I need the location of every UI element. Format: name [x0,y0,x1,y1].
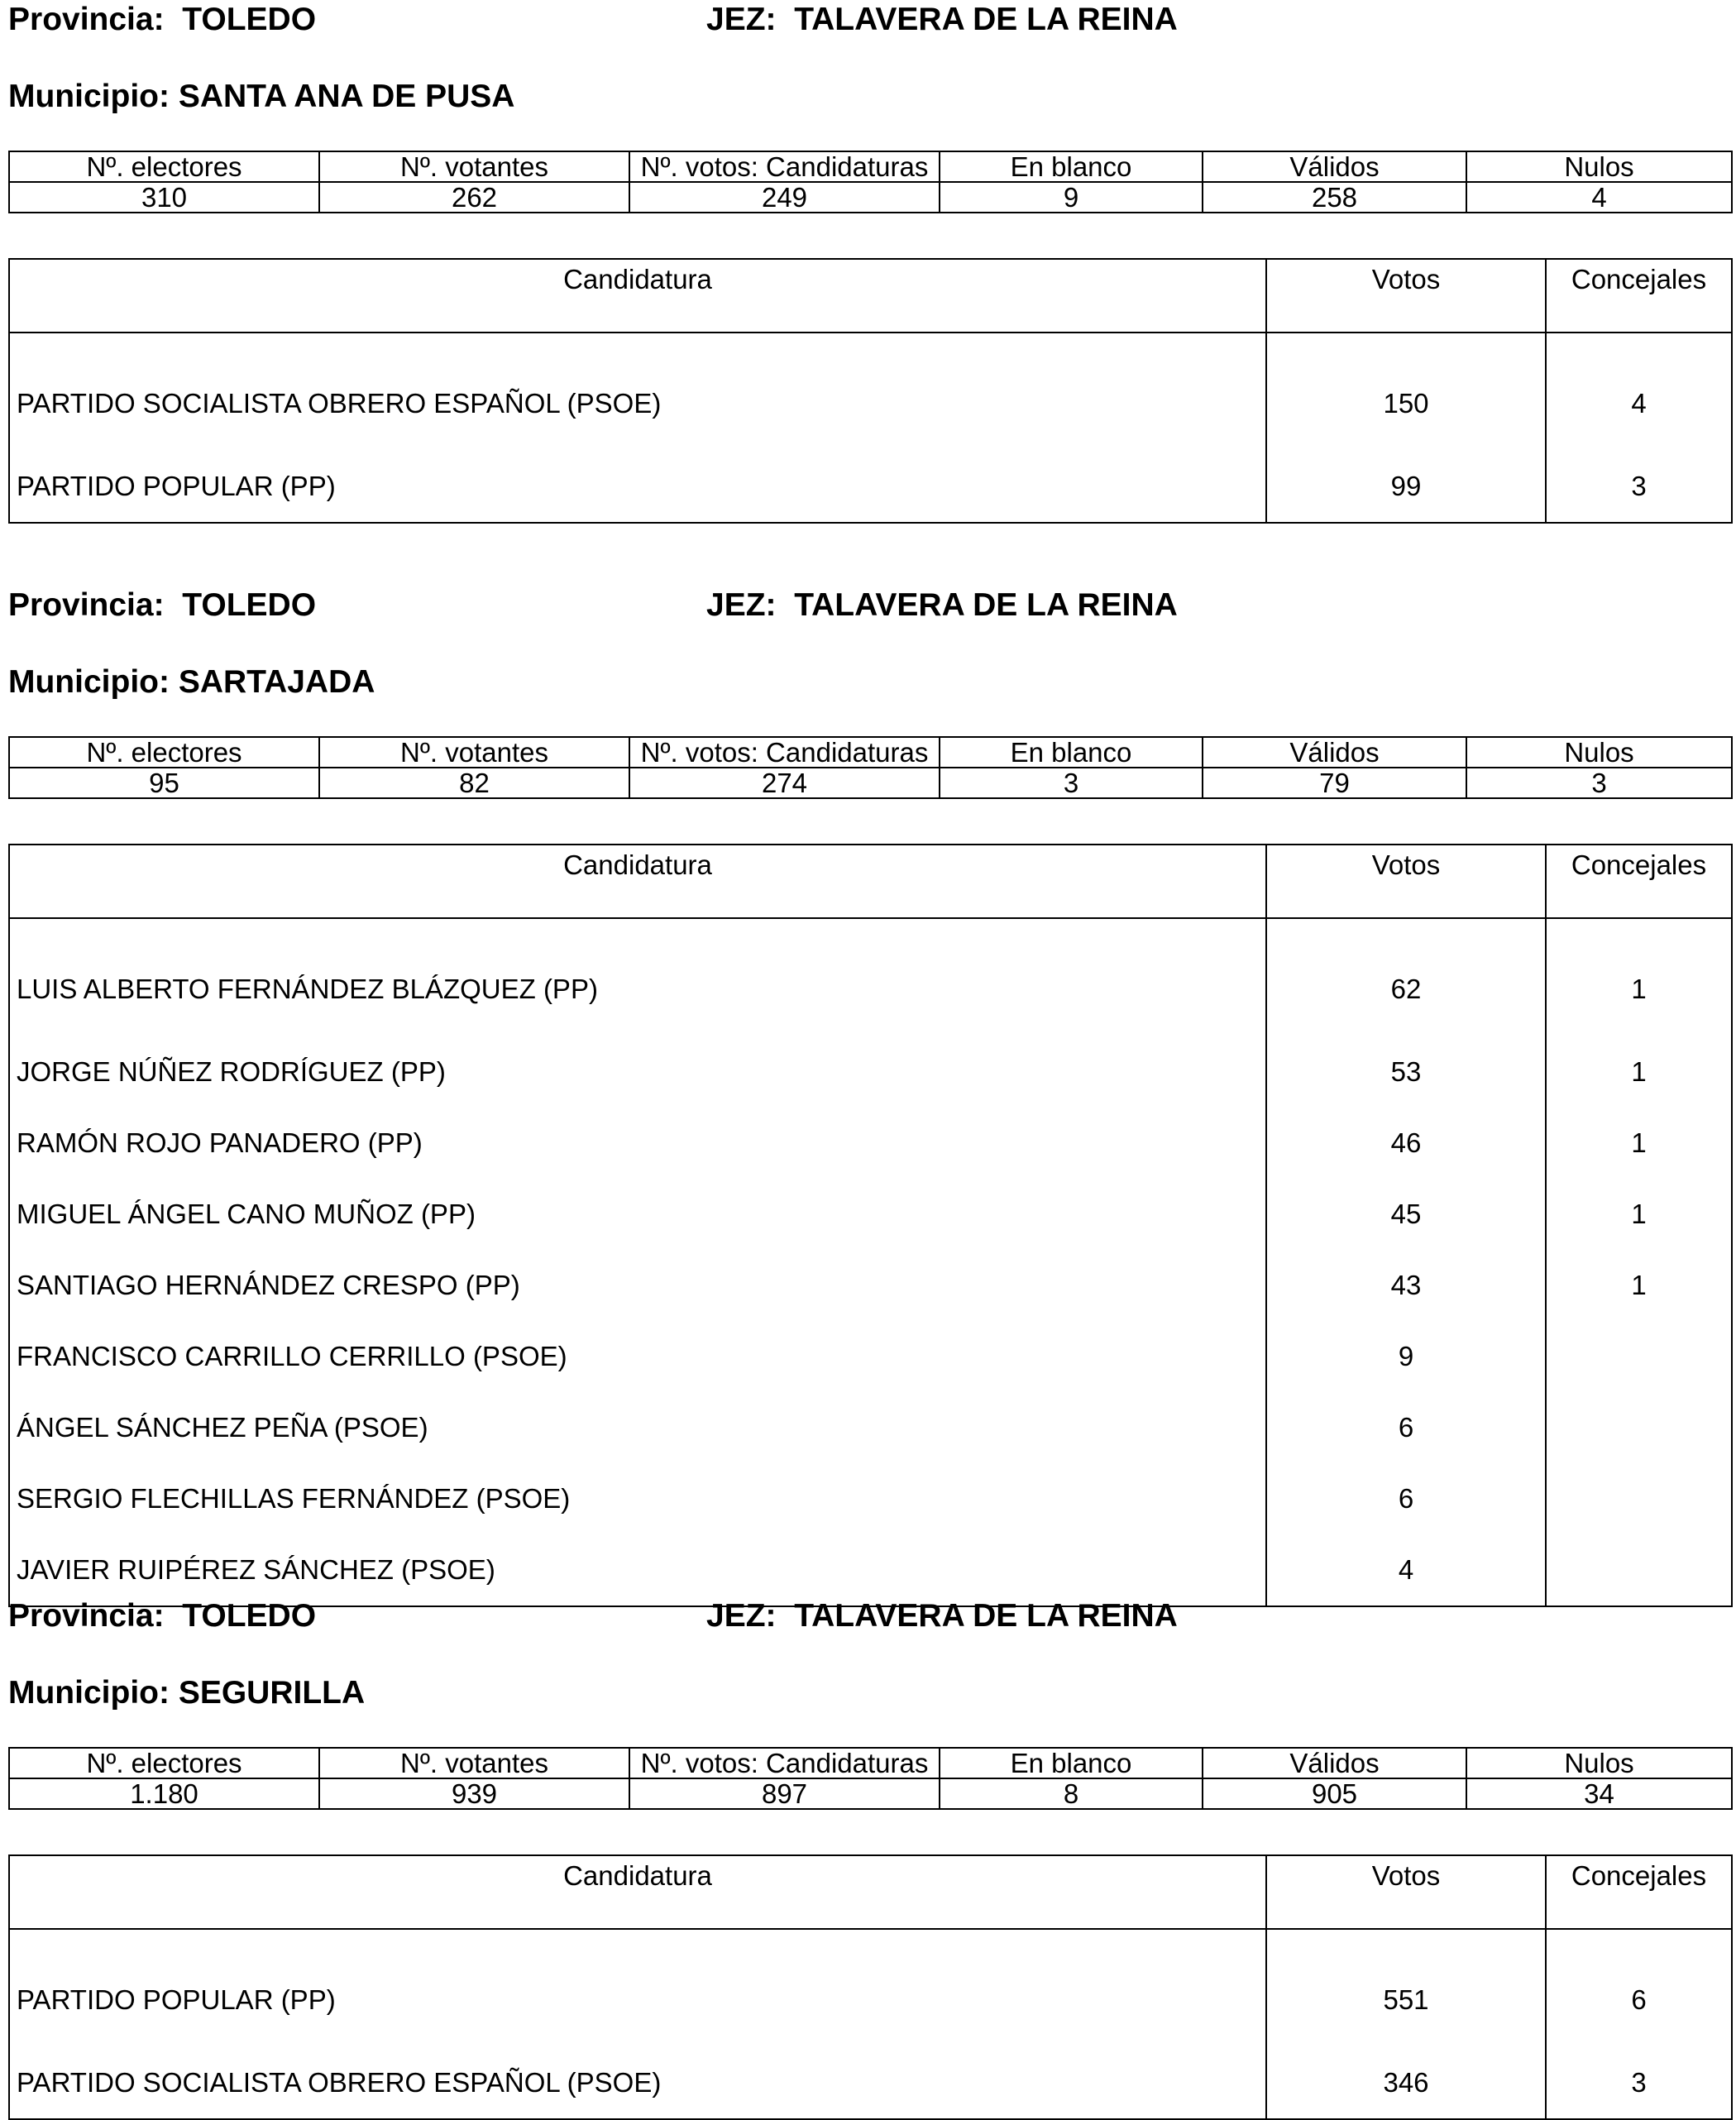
candidate-concejales: 1 [1546,1036,1732,1108]
provincia-label: Provincia: [8,2,165,37]
summary-value-cell: 939 [319,1778,629,1809]
summary-value-cell: 95 [9,768,319,798]
candidate-row [9,1036,1732,1108]
candidate-name: PARTIDO POPULAR (PP) [9,451,1266,523]
summary-value-cell: 905 [1203,1778,1466,1809]
candidate-concejales: 3 [1546,451,1732,523]
provincia-value: TOLEDO [182,587,317,623]
jez-heading [706,587,1178,624]
candidate-row [9,1392,1732,1463]
candidates-header-row [9,259,1732,333]
summary-header-cell: Nº. electores [9,1748,319,1778]
municipio-value: SEGURILLA [178,1675,366,1711]
summary-header-cell: Nº. votantes [319,151,629,182]
summary-header-cell: Nº. electores [9,737,319,768]
municipio-value: SANTA ANA DE PUSA [178,79,515,114]
summary-header-cell: Nulos [1466,1748,1732,1778]
jez-label: JEZ: [706,1598,777,1634]
candidate-votos: 9 [1266,1321,1546,1392]
provincia-value: TOLEDO [182,2,317,37]
summary-value-cell: 8 [940,1778,1203,1809]
summary-header-cell: En blanco [940,151,1203,182]
candidate-row [9,451,1732,523]
summary-header-row [9,1748,1732,1778]
summary-value-cell: 310 [9,182,319,213]
jez-value: TALAVERA DE LA REINA [794,587,1178,623]
candidates-header-cell: Votos [1266,259,1546,333]
summary-header-cell: Válidos [1203,151,1466,182]
candidate-row [9,1463,1732,1534]
candidates-table [8,258,1733,524]
candidate-name: LUIS ALBERTO FERNÁNDEZ BLÁZQUEZ (PP) [9,918,1266,1036]
summary-header-cell: Válidos [1203,1748,1466,1778]
candidate-name: PARTIDO SOCIALISTA OBRERO ESPAÑOL (PSOE) [9,333,1266,451]
candidate-concejales [1546,1321,1732,1392]
jez-value: TALAVERA DE LA REINA [794,1598,1178,1634]
summary-header-cell: Nulos [1466,737,1732,768]
summary-value-cell: 34 [1466,1778,1732,1809]
municipio-label: Municipio: [8,1675,170,1711]
jez-value: TALAVERA DE LA REINA [794,2,1178,37]
candidate-votos: 150 [1266,333,1546,451]
candidate-name: RAMÓN ROJO PANADERO (PP) [9,1108,1266,1179]
candidate-votos: 46 [1266,1108,1546,1179]
summary-values-row [9,1778,1732,1809]
candidates-header-cell: Concejales [1546,259,1732,333]
candidate-votos: 99 [1266,451,1546,523]
summary-value-cell: 3 [940,768,1203,798]
summary-value-cell: 3 [1466,768,1732,798]
summary-header-cell: Nº. votantes [319,737,629,768]
summary-value-cell: 1.180 [9,1778,319,1809]
candidate-name: SANTIAGO HERNÁNDEZ CRESPO (PP) [9,1250,1266,1321]
candidate-votos: 43 [1266,1250,1546,1321]
candidate-row [9,1108,1732,1179]
candidate-row [9,1250,1732,1321]
candidate-name: ÁNGEL SÁNCHEZ PEÑA (PSOE) [9,1392,1266,1463]
provincia-label: Provincia: [8,1598,165,1634]
candidates-header-cell: Candidatura [9,845,1266,918]
candidate-name: PARTIDO POPULAR (PP) [9,1929,1266,2047]
candidate-votos: 6 [1266,1463,1546,1534]
candidate-concejales [1546,1392,1732,1463]
candidate-votos: 6 [1266,1392,1546,1463]
municipio-label: Municipio: [8,664,170,700]
summary-header-row [9,151,1732,182]
candidate-votos: 62 [1266,918,1546,1036]
summary-value-cell: 9 [940,182,1203,213]
provincia-heading [8,587,316,624]
candidates-header-cell: Candidatura [9,1855,1266,1929]
summary-table [8,736,1733,799]
jez-label: JEZ: [706,2,777,37]
jez-heading [706,2,1178,38]
summary-values-row [9,768,1732,798]
candidate-votos: 4 [1266,1534,1546,1606]
summary-value-cell: 897 [629,1778,940,1809]
candidates-header-row [9,845,1732,918]
summary-value-cell: 79 [1203,768,1466,798]
summary-table [8,151,1733,213]
municipio-heading [8,79,514,115]
summary-values-row [9,182,1732,213]
municipio-heading [8,664,375,701]
candidate-concejales: 1 [1546,1179,1732,1250]
candidate-concejales: 1 [1546,918,1732,1036]
candidate-row [9,2047,1732,2119]
candidates-header-cell: Concejales [1546,1855,1732,1929]
summary-header-cell: En blanco [940,737,1203,768]
summary-header-cell: Nº. electores [9,151,319,182]
summary-header-cell: Nº. votantes [319,1748,629,1778]
provincia-value: TOLEDO [182,1598,317,1634]
candidate-name: JAVIER RUIPÉREZ SÁNCHEZ (PSOE) [9,1534,1266,1606]
candidate-concejales [1546,1463,1732,1534]
summary-header-cell: Nº. votos: Candidaturas [629,1748,940,1778]
candidate-votos: 45 [1266,1179,1546,1250]
candidate-votos: 551 [1266,1929,1546,2047]
candidates-table [8,844,1733,1607]
summary-header-cell: Nulos [1466,151,1732,182]
candidates-table [8,1854,1733,2120]
summary-value-cell: 82 [319,768,629,798]
municipio-value: SARTAJADA [178,664,375,700]
summary-header-cell: En blanco [940,1748,1203,1778]
candidate-name: PARTIDO SOCIALISTA OBRERO ESPAÑOL (PSOE) [9,2047,1266,2119]
candidate-name: JORGE NÚÑEZ RODRÍGUEZ (PP) [9,1036,1266,1108]
summary-value-cell: 249 [629,182,940,213]
candidate-concejales: 4 [1546,333,1732,451]
candidate-name: MIGUEL ÁNGEL CANO MUÑOZ (PP) [9,1179,1266,1250]
candidate-row [9,1534,1732,1606]
summary-value-cell: 274 [629,768,940,798]
municipio-label: Municipio: [8,79,170,114]
candidate-concejales: 3 [1546,2047,1732,2119]
candidates-header-cell: Votos [1266,1855,1546,1929]
candidates-header-cell: Concejales [1546,845,1732,918]
candidate-name: SERGIO FLECHILLAS FERNÁNDEZ (PSOE) [9,1463,1266,1534]
summary-value-cell: 258 [1203,182,1466,213]
summary-value-cell: 262 [319,182,629,213]
candidates-header-cell: Candidatura [9,259,1266,333]
candidate-concejales: 1 [1546,1250,1732,1321]
candidate-concejales [1546,1534,1732,1606]
candidate-row [9,1321,1732,1392]
candidates-header-cell: Votos [1266,845,1546,918]
summary-header-row [9,737,1732,768]
candidate-row [9,1929,1732,2047]
summary-header-cell: Nº. votos: Candidaturas [629,151,940,182]
candidate-concejales: 1 [1546,1108,1732,1179]
summary-value-cell: 4 [1466,182,1732,213]
municipio-heading [8,1675,365,1711]
candidate-votos: 346 [1266,2047,1546,2119]
candidate-votos: 53 [1266,1036,1546,1108]
candidate-row [9,333,1732,451]
provincia-heading [8,1598,316,1634]
summary-header-cell: Nº. votos: Candidaturas [629,737,940,768]
summary-header-cell: Válidos [1203,737,1466,768]
summary-table [8,1747,1733,1810]
jez-heading [706,1598,1178,1634]
jez-label: JEZ: [706,587,777,623]
provincia-heading [8,2,316,38]
candidate-name: FRANCISCO CARRILLO CERRILLO (PSOE) [9,1321,1266,1392]
candidate-row [9,1179,1732,1250]
candidates-header-row [9,1855,1732,1929]
provincia-label: Provincia: [8,587,165,623]
candidate-row [9,918,1732,1036]
candidate-concejales: 6 [1546,1929,1732,2047]
